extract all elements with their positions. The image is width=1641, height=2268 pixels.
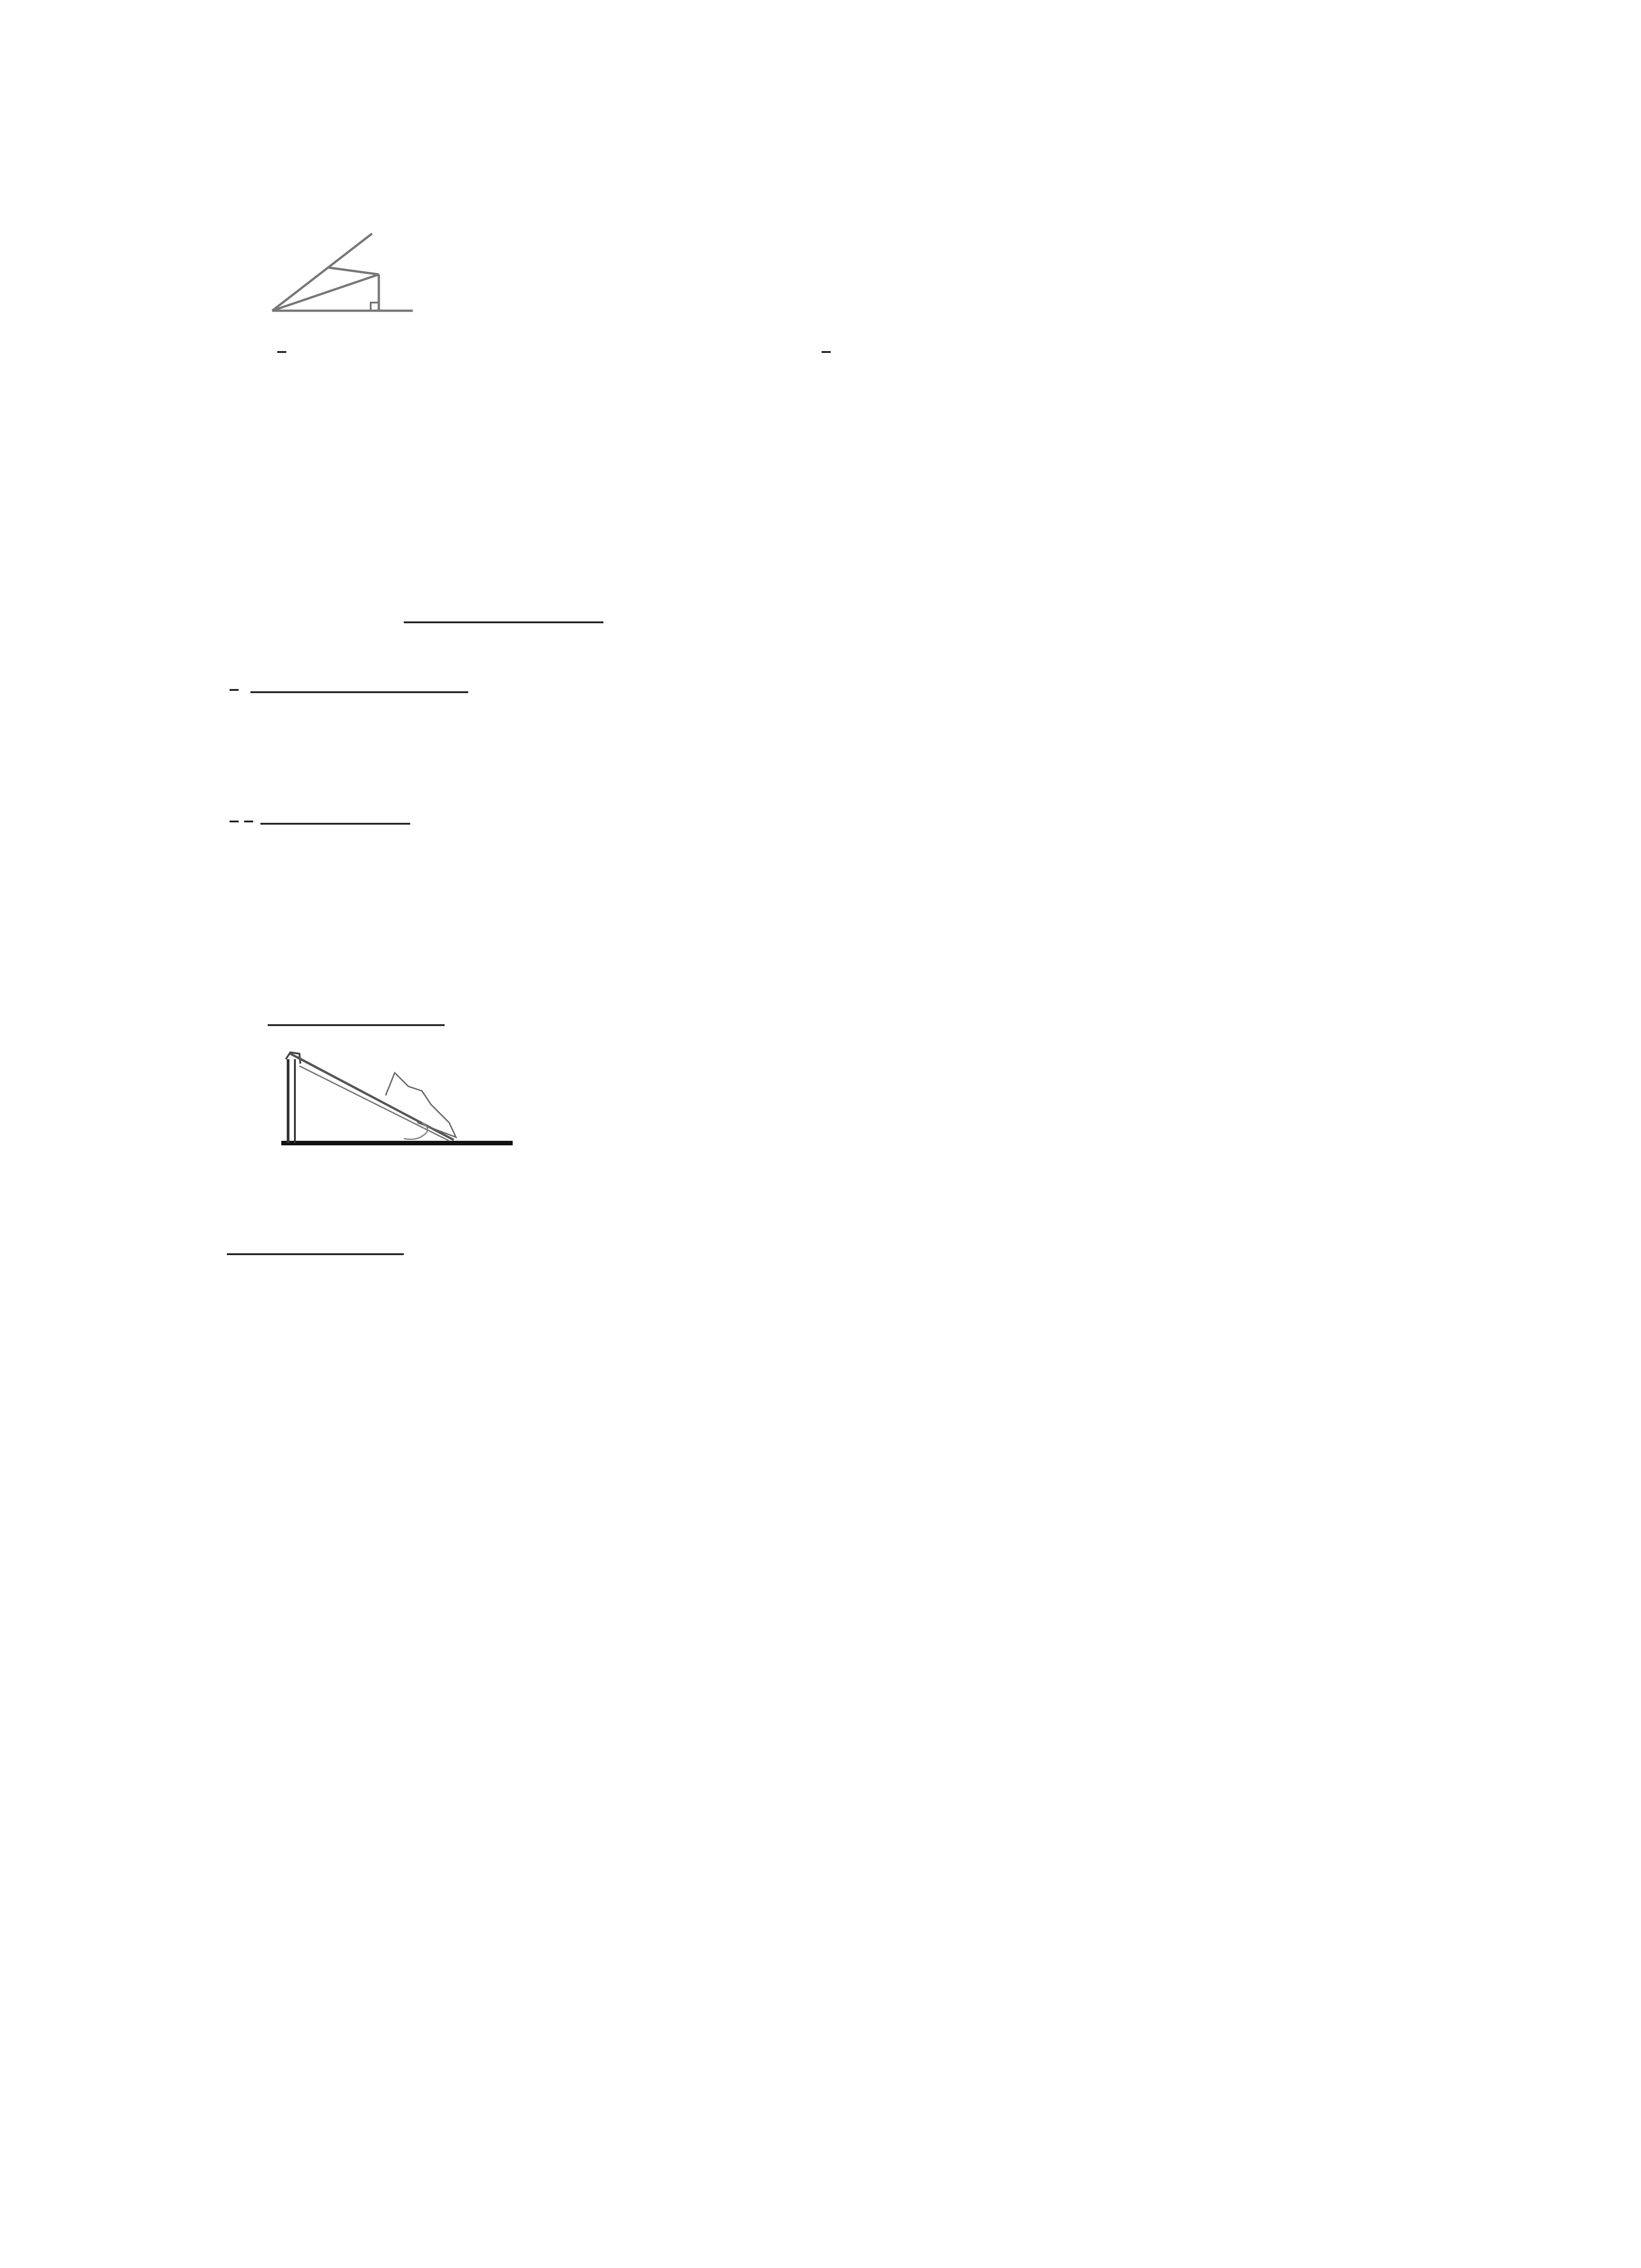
q10-num xyxy=(230,685,239,691)
question-11 xyxy=(227,805,413,836)
option-c-fraction xyxy=(822,347,831,357)
q11-f1-den xyxy=(230,822,239,826)
q10-den xyxy=(230,691,239,694)
option-a xyxy=(274,336,289,366)
q11-f2-den xyxy=(244,822,253,826)
q9-answer-blank[interactable] xyxy=(404,621,603,623)
q11-fraction-2 xyxy=(244,817,253,826)
option-a-num xyxy=(277,347,286,353)
q10-fraction xyxy=(230,685,239,694)
option-d xyxy=(1091,356,1100,384)
option-c-den xyxy=(822,353,831,357)
option-b xyxy=(547,356,556,384)
q11-f1-num xyxy=(230,817,239,822)
option-a-fraction xyxy=(277,347,286,357)
question-12-line-2 xyxy=(263,1002,447,1031)
option-c-num xyxy=(822,347,831,353)
q12-answer-blank[interactable] xyxy=(268,1020,445,1026)
option-a-den xyxy=(277,353,286,357)
q11-answer-blank[interactable] xyxy=(260,818,410,825)
question-13 xyxy=(227,1232,407,1260)
q11-f2-num xyxy=(244,817,253,822)
q12-figure xyxy=(272,1032,526,1168)
q8-figure xyxy=(254,206,445,338)
question-10 xyxy=(227,674,471,704)
question-9 xyxy=(227,551,354,581)
q13-answer-blank[interactable] xyxy=(227,1249,404,1255)
q10-answer-blank[interactable] xyxy=(250,687,468,693)
q11-fraction-1 xyxy=(230,817,239,826)
option-c xyxy=(819,336,833,366)
